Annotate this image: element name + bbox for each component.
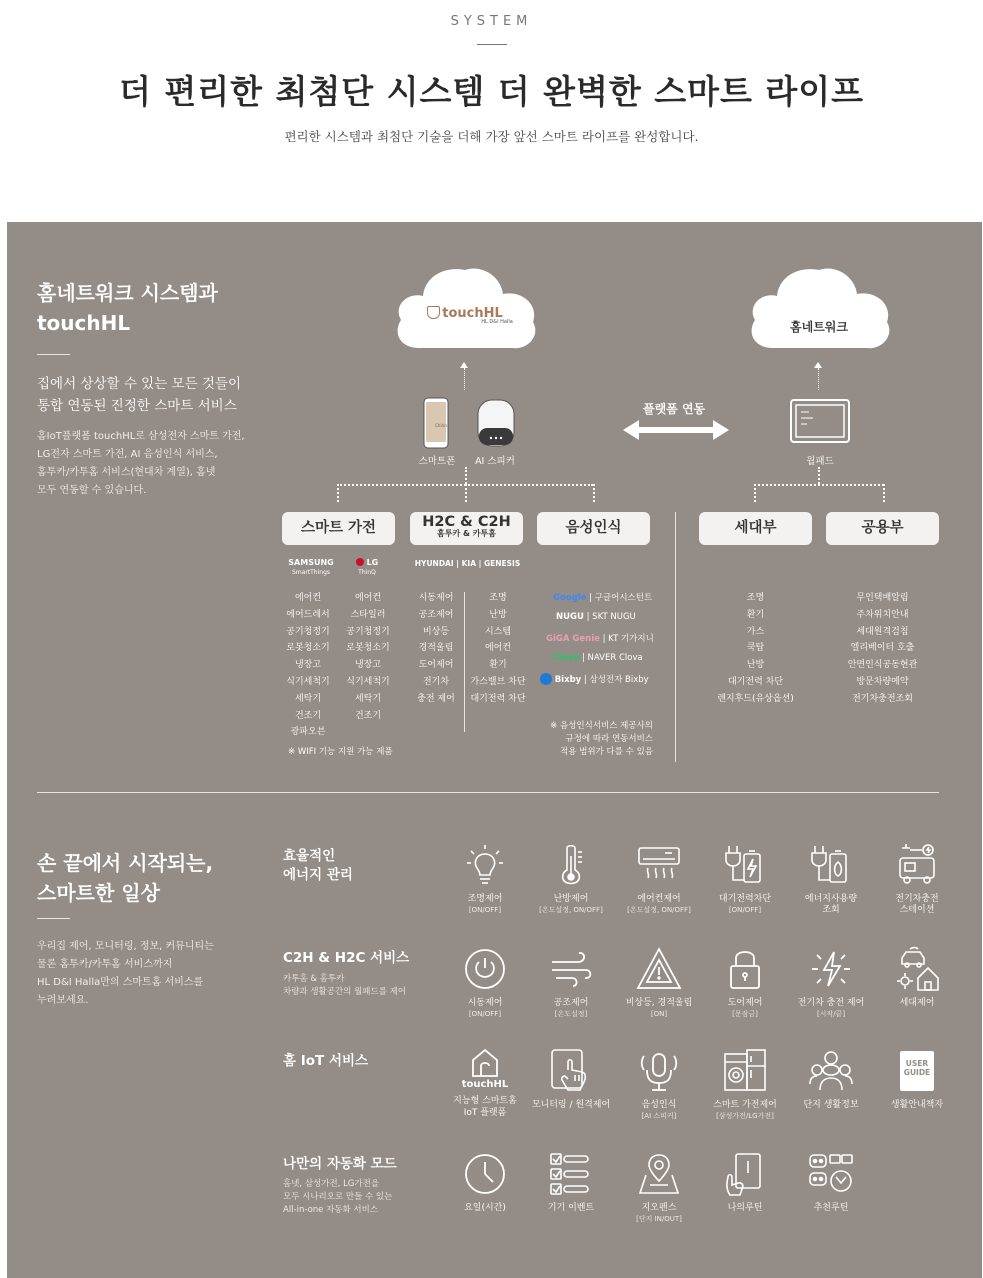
feature-light-control xyxy=(439,842,531,915)
category-h2c-main: H2C & C2H xyxy=(422,514,511,530)
feature-household-control xyxy=(871,946,963,1009)
feature-day-time xyxy=(439,1151,531,1214)
row-title-c2h: C2H & H2C 서비스 xyxy=(283,950,410,966)
list-item: 세탁기 xyxy=(294,693,322,704)
list-item: 에어컨 xyxy=(294,593,322,603)
household-item-list xyxy=(699,590,812,708)
list-item: 광파오븐 xyxy=(290,727,326,738)
list-item: 난방 xyxy=(746,660,765,671)
row-sub-line: 카투홈 & 홈투카 xyxy=(283,974,345,984)
feature-aircon-control xyxy=(613,842,705,915)
connector-line xyxy=(818,467,820,484)
feature-sub: 조회 xyxy=(822,905,840,915)
category-h2c-sub: 홈투카 & 카투홈 xyxy=(437,529,496,538)
feature-label: 추천루틴 xyxy=(813,1203,849,1213)
column-divider xyxy=(464,592,465,732)
row-title-home-iot: 홈 IoT 서비스 xyxy=(283,1053,369,1069)
feature-voice-recognition xyxy=(613,1048,705,1121)
row-sub-c2h xyxy=(283,973,406,999)
cloud-touchhl xyxy=(389,262,541,358)
list-item: 엘리베이터 호출 xyxy=(850,643,915,654)
daily-title xyxy=(37,848,213,908)
feature-sub: [문잠금] xyxy=(732,1010,758,1018)
category-common: 공용부 xyxy=(826,512,939,545)
nugu-logo: NUGU xyxy=(556,612,584,622)
feature-device-event xyxy=(525,1151,617,1214)
section-eyebrow: SYSTEM xyxy=(450,14,533,29)
hyundai-kia-genesis-logo: HYUNDAI | KIA | GENESIS xyxy=(414,559,521,568)
feature-label: 단지 생활정보 xyxy=(803,1100,859,1110)
voice-service-text: | 구글어시스턴트 xyxy=(589,593,653,603)
feature-energy-usage xyxy=(785,842,877,915)
voice-service-text: | SKT NUGU xyxy=(586,612,636,622)
voice-note-line: ※ 음성인식서비스 제공사의 xyxy=(550,721,653,731)
list-item: 에어드레서 xyxy=(286,609,330,620)
feature-label: 에너지사용량 xyxy=(804,894,858,904)
voice-service-giga-genie xyxy=(546,632,654,644)
row-title-energy xyxy=(283,847,353,885)
feature-label: 전기차 충전 제어 xyxy=(797,998,865,1008)
user-guide-icon xyxy=(900,1051,934,1091)
list-item: 주차위치안내 xyxy=(856,609,909,620)
ev-station-icon xyxy=(894,842,940,888)
ev-charge-icon xyxy=(808,946,854,992)
row-title-line: 에너지 관리 xyxy=(283,867,353,883)
lock-icon xyxy=(722,946,768,992)
samsung-smartthings-logo xyxy=(281,558,341,578)
lg-logo-sub: ThinQ xyxy=(358,569,376,576)
list-item: 도어제어 xyxy=(418,660,454,671)
category-household: 세대부 xyxy=(699,512,812,545)
feature-remote-control xyxy=(525,1048,617,1111)
feature-engine-control xyxy=(439,946,531,1019)
network-desc-line: 홈IoT플랫폼 touchHL로 삼성전자 스마트 가전, xyxy=(37,431,245,442)
section-separator xyxy=(37,792,939,793)
list-item: 로봇청소기 xyxy=(346,643,390,654)
network-description xyxy=(37,428,245,500)
feature-label: 조명제어 xyxy=(467,894,503,904)
daily-title-line: 손 끝에서 시작되는, xyxy=(37,851,214,875)
plug-battery-icon xyxy=(722,842,768,888)
feature-label: 생활안내책자 xyxy=(890,1100,944,1110)
car-home-icon xyxy=(894,946,940,992)
list-item: 조명 xyxy=(489,593,507,603)
user-guide-badge-line: USER xyxy=(905,1059,929,1068)
arrow-up-icon xyxy=(464,368,465,390)
community-icon xyxy=(808,1048,854,1094)
network-lead xyxy=(37,373,241,417)
network-desc-line: 모두 연동할 수 있습니다. xyxy=(37,485,147,496)
list-item: 난방 xyxy=(489,609,507,620)
feature-sub: [ON] xyxy=(650,1010,668,1018)
list-item: 무인택배알림 xyxy=(856,593,909,603)
connector-line xyxy=(754,484,756,502)
feature-label: 지능형 스마트홈 xyxy=(453,1096,517,1106)
device-label-ai-speaker: AI 스피커 xyxy=(475,456,515,467)
connector-line xyxy=(593,484,595,502)
feature-sub: [ON/OFF] xyxy=(728,906,762,914)
lg-circle-icon xyxy=(356,558,364,566)
my-routine-icon xyxy=(722,1151,768,1197)
list-item: 시동제어 xyxy=(418,593,454,603)
energy-usage-icon xyxy=(808,842,854,888)
feature-label: 도어제어 xyxy=(727,998,763,1008)
row-sub-line: 모두 시나리오로 만들 수 있는 xyxy=(283,1192,393,1202)
samsung-logo-text: SAMSUNG xyxy=(288,558,334,567)
feature-hazard-horn xyxy=(613,946,705,1019)
bixby-icon xyxy=(540,673,552,685)
clock-icon xyxy=(462,1151,508,1197)
row-sub-line: 홈넷, 삼성가전, LG가전을 xyxy=(283,1179,380,1189)
feature-my-routine xyxy=(699,1151,791,1214)
feature-community-info xyxy=(785,1048,877,1111)
daily-desc-line: 누려보세요. xyxy=(37,995,89,1006)
feature-label: 비상등, 경적울림 xyxy=(625,998,693,1008)
eyebrow-divider xyxy=(477,44,507,45)
list-item: 충전 제어 xyxy=(417,693,455,704)
row-sub-automation xyxy=(283,1178,392,1217)
cloud-icon xyxy=(743,262,895,358)
list-item: 에어컨 xyxy=(354,593,382,603)
feature-climate-control xyxy=(525,946,617,1019)
thermometer-icon xyxy=(548,842,594,888)
feature-sub: [시작/끝] xyxy=(816,1010,846,1018)
cloud-home-network xyxy=(743,262,895,358)
feature-label: 기기 이벤트 xyxy=(547,1203,595,1213)
touchhl-logo-text: touchHL xyxy=(442,306,503,321)
connector-line xyxy=(883,484,885,502)
connector-line xyxy=(754,484,884,486)
daily-title-line: 스마트한 일상 xyxy=(37,881,160,905)
feature-label: 대기전력차단 xyxy=(718,894,772,904)
list-item: 냉장고 xyxy=(294,660,322,671)
list-item: 공기청정기 xyxy=(346,626,390,637)
h2c-item-list-b xyxy=(468,590,528,708)
feature-smart-appliance-control xyxy=(699,1048,791,1121)
feature-label: 모니터링 / 원격제어 xyxy=(531,1100,611,1110)
row-sub-line: All-in-one 자동화 서비스 xyxy=(283,1205,379,1215)
feature-sub: [AI 스피커] xyxy=(641,1112,677,1120)
appliances-icon xyxy=(722,1048,768,1094)
phone-screen-text: Chirin xyxy=(435,423,447,428)
feature-geofence xyxy=(613,1151,705,1224)
list-item: 전기차충전조회 xyxy=(852,693,913,704)
feature-ev-station xyxy=(871,842,963,915)
voice-service-text: | NAVER Clova xyxy=(581,653,643,663)
section-divider xyxy=(675,512,676,762)
list-item: 환기 xyxy=(746,609,765,620)
home-logo-icon xyxy=(427,306,440,319)
wifi-note: ※ WIFI 기능 지원 가능 제품 xyxy=(288,747,393,757)
wind-icon xyxy=(548,946,594,992)
power-icon xyxy=(462,946,508,992)
list-item: 대기전력 차단 xyxy=(727,676,784,687)
touchhl-home-icon xyxy=(462,1048,508,1078)
row-title-line: 효율적인 xyxy=(283,848,336,864)
feature-sub: [온도설정, ON/OFF] xyxy=(627,906,691,914)
list-item: 방문차량예약 xyxy=(856,676,909,687)
feature-door-control xyxy=(699,946,791,1019)
list-item: 식기세척기 xyxy=(286,676,330,687)
list-item: 대기전력 차단 xyxy=(470,693,526,704)
touchhl-logo-sub: HL D&I Halla xyxy=(481,319,513,325)
feature-sub: [단지 IN/OUT] xyxy=(636,1215,682,1223)
connector-line xyxy=(465,484,467,502)
lg-thinq-logo xyxy=(347,558,387,578)
list-item: 세대원격검침 xyxy=(856,626,909,637)
voice-note-line: 적용 범위가 다를 수 있음 xyxy=(560,747,653,757)
lg-logo-text: LG xyxy=(366,558,379,567)
feature-label: 시동제어 xyxy=(467,998,503,1008)
warning-icon xyxy=(636,946,682,992)
feature-user-guide xyxy=(871,1048,963,1111)
voice-service-bixby xyxy=(540,673,649,685)
list-item: 스타일러 xyxy=(350,609,386,620)
category-h2c xyxy=(410,512,523,545)
lg-item-list xyxy=(340,590,396,724)
checklist-icon xyxy=(548,1151,594,1197)
list-item: 렌지후드(유상옵션) xyxy=(717,693,794,704)
aircon-icon xyxy=(636,842,682,888)
feature-sub: [ON/OFF] xyxy=(468,1010,502,1018)
feature-label: 전기차충전 xyxy=(895,894,939,904)
daily-desc-line: HL D&I Halla만의 스마트홈 서비스를 xyxy=(37,977,204,988)
feature-recommended-routine xyxy=(785,1151,877,1214)
voice-service-text: | 삼성전자 Bixby xyxy=(583,675,649,685)
feature-standby-power xyxy=(699,842,791,915)
voice-note xyxy=(539,720,653,759)
list-item: 조명 xyxy=(746,593,765,603)
network-desc-line: 홈투카/카투홈 서비스(현대차 계열), 홈넷 xyxy=(37,467,216,478)
feature-label: 에어컨제어 xyxy=(637,894,681,904)
page-subtitle: 편리한 시스템과 최첨단 기술을 더해 가장 앞선 스마트 라이프를 완성합니다. xyxy=(284,129,699,144)
bixby-logo: Bixby xyxy=(554,675,582,685)
samsung-logo-sub: SmartThings xyxy=(291,569,331,576)
feature-sub: [온도설정, ON/OFF] xyxy=(539,906,603,914)
device-label-wallpad: 월패드 xyxy=(806,456,834,467)
giga-genie-logo: GiGA Genie xyxy=(546,634,600,644)
feature-heating-control xyxy=(525,842,617,915)
voice-service-clova xyxy=(553,653,643,663)
platform-link-label: 플랫폼 연동 xyxy=(643,402,706,416)
wallpad-icon xyxy=(789,398,851,446)
list-item: 식기세척기 xyxy=(346,676,390,687)
feature-sub: [ON/OFF] xyxy=(468,906,502,914)
remote-control-icon xyxy=(548,1048,594,1094)
google-logo: Google xyxy=(553,593,587,603)
list-item: 가스 xyxy=(746,626,765,637)
daily-desc-line: 우리집 제어, 모니터링, 정보, 커뮤니티는 xyxy=(37,941,214,952)
list-item: 쿡탑 xyxy=(746,643,765,654)
voice-service-text: | KT 기가지니 xyxy=(602,634,654,644)
network-title-divider xyxy=(37,354,70,355)
daily-title-divider xyxy=(37,918,70,919)
feature-label: 세대제어 xyxy=(899,998,935,1008)
daily-desc-line: 물론 홈투카/카투홈 서비스까지 xyxy=(37,959,173,970)
daily-description xyxy=(37,938,214,1010)
feature-sub: [삼성가전/LG가전] xyxy=(716,1112,774,1120)
list-item: 로봇청소기 xyxy=(286,643,330,654)
voice-service-nugu xyxy=(556,612,636,622)
recommend-routine-icon xyxy=(808,1151,854,1197)
network-title-line: touchHL xyxy=(37,311,131,335)
feature-label: 지오펜스 xyxy=(641,1203,677,1213)
list-item: 냉장고 xyxy=(354,660,382,671)
list-item: 세탁기 xyxy=(354,693,382,704)
row-sub-line: 차량과 생활공간의 월패드를 제어 xyxy=(283,987,407,997)
touchhl-logo-text: touchHL xyxy=(461,1079,509,1090)
device-label-smartphone: 스마트폰 xyxy=(418,456,456,467)
feature-label: 음성인식 xyxy=(641,1100,677,1110)
list-item: 경적울림 xyxy=(418,643,454,654)
row-title-automation: 나만의 자동화 모드 xyxy=(283,1156,397,1172)
network-desc-line: LG전자 스마트 가전, AI 음성인식 서비스, xyxy=(37,449,218,460)
bulb-icon xyxy=(462,842,508,888)
category-voice: 음성인식 xyxy=(537,512,650,545)
connector-line xyxy=(337,484,339,502)
arrow-up-icon xyxy=(818,368,819,390)
voice-note-line: 규정에 따라 연동서비스 xyxy=(565,734,653,744)
feature-label: 요일(시간) xyxy=(464,1203,506,1213)
common-item-list xyxy=(826,590,939,708)
samsung-item-list xyxy=(280,590,336,741)
voice-service-google xyxy=(553,591,652,603)
system-panel xyxy=(7,222,982,1278)
feature-sub: 스테이션 xyxy=(899,905,935,915)
list-item: 건조기 xyxy=(354,710,382,721)
feature-label: 난방제어 xyxy=(553,894,589,904)
list-item: 공조제어 xyxy=(418,609,454,620)
user-guide-badge-line: GUIDE xyxy=(903,1068,931,1077)
list-item: 안면인식공동현관 xyxy=(847,660,918,671)
network-lead-line: 통합 연동된 진정한 스마트 서비스 xyxy=(37,398,237,414)
list-item: 전기차 xyxy=(422,676,450,687)
list-item: 환기 xyxy=(489,660,507,671)
feature-label: 공조제어 xyxy=(553,998,589,1008)
network-lead-line: 집에서 상상할 수 있는 모든 것들이 xyxy=(37,376,242,392)
list-item: 가스밸브 차단 xyxy=(470,676,526,687)
feature-label: 나의루틴 xyxy=(727,1203,763,1213)
feature-sub: IoT 플랫폼 xyxy=(463,1108,507,1118)
h2c-item-list-a xyxy=(410,590,462,708)
list-item: 에어컨 xyxy=(484,643,512,654)
list-item: 비상등 xyxy=(422,626,450,637)
ai-speaker-icon xyxy=(476,398,516,448)
list-item: 공기청정기 xyxy=(286,626,330,637)
double-arrow-icon xyxy=(621,418,731,442)
category-smart-appliance: 스마트 가전 xyxy=(282,512,395,545)
feature-sub: [온도설정] xyxy=(554,1010,588,1018)
list-item: 시스템 xyxy=(484,626,512,637)
network-title xyxy=(37,278,218,338)
network-title-line: 홈네트워크 시스템과 xyxy=(37,281,218,305)
cloud-home-network-label: 홈네트워크 xyxy=(790,320,848,334)
feature-ev-charge-control xyxy=(785,946,877,1019)
touchhl-logo xyxy=(389,306,541,325)
clova-logo: Clova xyxy=(553,653,580,663)
page-title: 더 편리한 최첨단 시스템 더 완벽한 스마트 라이프 xyxy=(119,72,864,111)
feature-smart-home-platform xyxy=(439,1048,531,1120)
feature-label: 스마트 가전제어 xyxy=(713,1100,777,1110)
list-item: 건조기 xyxy=(294,710,322,721)
connector-line xyxy=(465,467,467,484)
geofence-icon xyxy=(636,1151,682,1197)
microphone-icon xyxy=(636,1048,682,1094)
